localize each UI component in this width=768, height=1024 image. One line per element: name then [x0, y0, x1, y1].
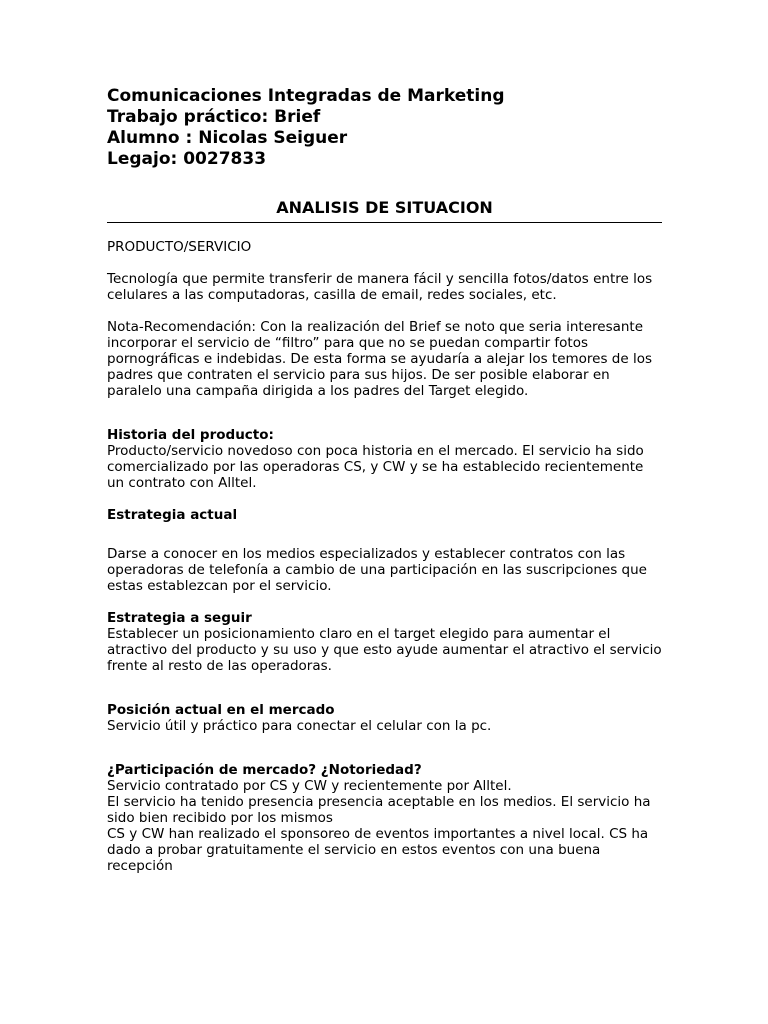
student-id: Legajo: 0027833: [107, 149, 267, 169]
participacion-heading: ¿Participación de mercado? ¿Notoriedad?: [107, 762, 422, 778]
posicion-text: Servicio útil y práctico para conectar el celular con la pc.: [107, 718, 492, 734]
section-title: ANALISIS DE SITUACION: [107, 198, 662, 223]
document-header: [107, 86, 662, 170]
historia-text: Producto/servicio novedoso con poca historia en el mercado. El servicio ha sido comercializado por las operadoras CS, y CW y se ha establecido recientemente un contrato con Alltel.: [107, 443, 644, 491]
producto-note: Nota-Recomendación: Con la realización del Brief se noto que seria interesante incorporar el servicio de “filtro” para que no se puedan compartir fotos pornográficas e indebidas. De esta forma se ayudaría a alejar los temores de los padres que contraten el servicio para sus hijos. De ser posible elaborar en paralelo una campaña dirigida a los padres del Target elegido.: [107, 319, 653, 399]
estrategia-seguir-text: Establecer un posicionamiento claro en el target elegido para aumentar el atractivo del producto y su uso y que esto ayude aumentar el atractivo el servicio frente al resto de las operadoras.: [107, 626, 662, 674]
posicion-heading: Posición actual en el mercado: [107, 702, 335, 718]
participacion-line-1: Servicio contratado por CS y CW y recientemente por Alltel.: [107, 778, 512, 794]
participacion-line-2: El servicio ha tenido presencia presencia aceptable en los medios. El servicio ha sido bien recibido por los mismos: [107, 794, 651, 826]
participacion-line-3: CS y CW han realizado el sponsoreo de eventos importantes a nivel local. CS ha dado a probar gratuitamente el servicio en estos eventos con una buena recepción: [107, 826, 649, 874]
course-title: Comunicaciones Integradas de Marketing: [107, 86, 505, 106]
estrategia-seguir-heading: Estrategia a seguir: [107, 610, 252, 626]
assignment-title: Trabajo práctico: Brief: [107, 107, 321, 127]
document-page: [107, 86, 662, 874]
estrategia-actual-text: Darse a conocer en los medios especializados y establecer contratos con las operadoras de telefonía a cambio de una participación en las suscripciones que estas establezcan por el servicio.: [107, 546, 647, 594]
producto-description: Tecnología que permite transferir de manera fácil y sencilla fotos/datos entre los celulares a las computadoras, casilla de email, redes sociales, etc.: [107, 271, 653, 303]
student-name: Alumno : Nicolas Seiguer: [107, 128, 348, 148]
producto-heading: PRODUCTO/SERVICIO: [107, 239, 252, 255]
historia-heading: Historia del producto:: [107, 427, 274, 443]
estrategia-actual-heading: Estrategia actual: [107, 507, 238, 523]
